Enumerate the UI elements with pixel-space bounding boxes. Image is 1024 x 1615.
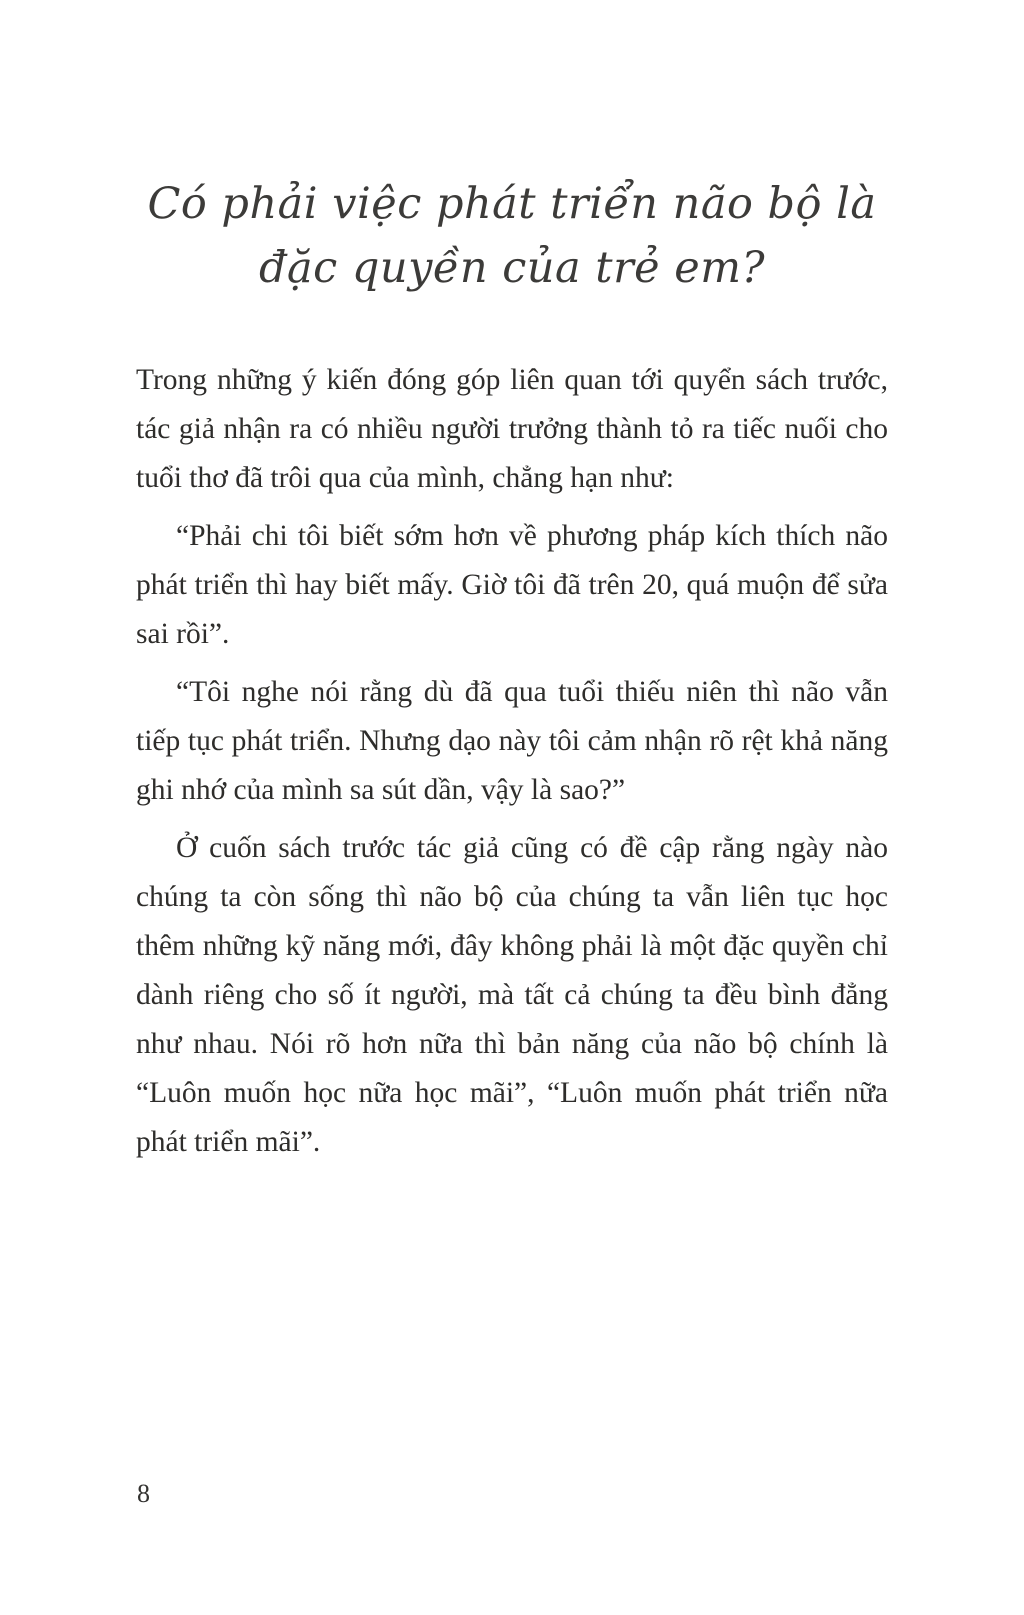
body-paragraph: “Phải chi tôi biết sớm hơn về phương pháp kích thích não phát triển thì hay biết mấy. Giờ tôi đã trên 20, quá muộn để sửa sai rồi”. <box>136 520 888 650</box>
body-paragraph: Ở cuốn sách trước tác giả cũng có đề cập rằng ngày nào chúng ta còn sống thì não bộ của chúng ta vẫn liên tục học thêm những kỹ năng mới, đây không phải là một đặc quyền chỉ dành riêng cho số ít người, mà tất cả chúng ta đều bình đẳng như nhau. Nói rõ hơn nữa thì bản năng của não bộ chính là “Luôn muốn học nữa học mãi”, “Luôn muốn phát triển nữa phát triển mãi”. <box>136 832 888 1158</box>
body-paragraph: “Tôi nghe nói rằng dù đã qua tuổi thiếu niên thì não vẫn tiếp tục phát triển. Nhưng dạo này tôi cảm nhận rõ rệt khả năng ghi nhớ của mình sa sút dần, vậy là sao?” <box>136 676 888 806</box>
body-paragraph: Trong những ý kiến đóng góp liên quan tới quyển sách trước, tác giả nhận ra có nhiều người trưởng thành tỏ ra tiếc nuối cho tuổi thơ đã trôi qua của mình, chẳng hạn như: <box>136 364 888 494</box>
chapter-title-line-2: đặc quyền của trẻ em? <box>258 243 766 293</box>
chapter-title-line-1: Có phải việc phát triển não bộ là <box>147 179 877 229</box>
page-number: 8 <box>137 1479 150 1508</box>
chapter-title <box>0 0 1024 300</box>
body-text <box>136 356 888 1167</box>
